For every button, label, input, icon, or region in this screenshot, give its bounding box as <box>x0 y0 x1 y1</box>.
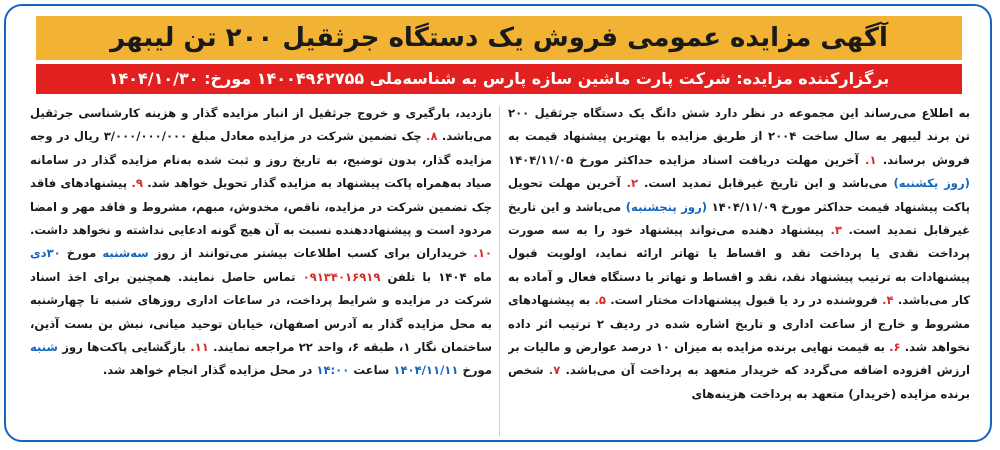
item-7-text: شخص برنده مزایده (خریدار) متعهد به پرداخت هزینه‌های <box>508 363 970 401</box>
item-2-text: آخرین مهلت تحویل پاکت پیشنهاد قیمت حداکثر مورخ ۱۴۰۴/۱۱/۰۹ <box>508 176 970 214</box>
item-9-text: پیشنهادهای فاقد چک تضمین شرکت در مزایده، ناقص، مخدوش، مبهم، مشروط و فاقد مهر و امضا مردود است و پیشنهاددهنده نسبت به آن هیچ گونه ادعایی نداشته و نخواهد داشت. <box>30 176 492 238</box>
item-number-5: ۵. <box>594 293 606 308</box>
item-number-8: ۸. <box>426 129 438 144</box>
opening-time: ۱۴:۰۰ <box>316 363 350 378</box>
info-date-day-month: ۳۰دی <box>30 246 61 261</box>
item-1-tail: می‌باشد و این تاریخ غیرقابل تمدید است. <box>643 176 888 191</box>
organizer-line: برگزارکننده مزایده: شرکت پارت ماشین سازه پارس به شناسه‌ملی ۱۴۰۰۴۹۶۲۷۵۵ مورخ: ۱۴۰۴/۱۰/۳۰ <box>108 69 890 88</box>
item-number-1: ۱. <box>865 152 877 167</box>
item-10-date-label: مورخ <box>66 246 97 261</box>
advertisement-frame <box>4 4 992 442</box>
right-column-paragraph <box>508 102 970 406</box>
item-number-4: ۴. <box>882 293 894 308</box>
item-3-text: پیشنهاد دهنده می‌تواند پیشنهاد خود را به سه صورت پرداخت نقدی یا پرداخت نقد و اقساط یا تهاتر ارائه نماید، اولویت قبول پیشنهادات به ترتیب پیشنهاد نقد، نقد و اقساط و تهاتر با دستگاه فعال و آماده به کار می‌باشد. <box>508 223 970 308</box>
item-number-11: ۱۱. <box>190 340 209 355</box>
item-10-address-text: تماس حاصل نمایند. همچنین برای اخذ اسناد شرکت در مزایده و شرایط پرداخت، در ساعات اداری روزهای شنبه تا چهارشنبه به محل مزایده گذار به آدرس اصفهان، خیابان توحید میانی، نبش بن بست آذین، ساختمان نگار ۱، طبقه ۶، واحد ۲۲ مراجعه نمایند. <box>30 269 492 355</box>
item-8-text: چک تضمین شرکت در مزایده معادل مبلغ ۳/۰۰۰/۰۰۰/۰۰۰ ریال در وجه مزایده گذار، بدون توضیح، به تاریخ روز و ثبت شده به‌نام مزایده گذار در سامانه صیاد به‌همراه پاکت پیشنهاد به مزایده گذار تحویل خواهد شد. <box>30 129 492 191</box>
ad-title: آگهی مزایده عمومی فروش یک دستگاه جرثقیل ۲۰۰ تن لیبهر <box>110 23 888 53</box>
item-2-tail: می‌باشد و این تاریخ غیرقابل تمدید است. <box>508 199 970 238</box>
item-number-10: ۱۰. <box>473 246 492 261</box>
intro-text: به اطلاع می‌رساند این مجموعه در نظر دارد شش دانگ یک دستگاه جرثقیل ۲۰۰ تن برند لیبهر به سال ساخت ۲۰۰۴ از طریق مزایده با بهترین پیشنهاد قیمت به فروش برساند. <box>508 106 970 167</box>
item-10-text: خریداران برای کسب اطلاعات بیشتر می‌توانند از روز <box>154 246 468 261</box>
item-10-year-phone-label: ماه ۱۴۰۴ با تلفن <box>387 269 492 284</box>
left-column-paragraph <box>30 102 492 383</box>
item-5-text: به پیشنهادهای مشروط و خارج از ساعت اداری و تاریخ اشاره شده در ردیف ۲ ترتیب اثر داده نخواهد شد. <box>508 293 970 355</box>
title-banner <box>36 16 962 60</box>
opening-day-saturday: شنبه <box>30 340 58 355</box>
item-11-time-label: ساعت <box>353 363 390 378</box>
item-7-continued: بازدید، بارگیری و خروج جرثقیل از انبار مزایده گذار و هزینه کارشناسی جرثقیل می‌باشد. <box>30 106 492 144</box>
contact-phone-number: ۰۹۱۳۴۰۱۶۹۱۹ <box>302 269 381 284</box>
opening-date: ۱۴۰۴/۱۱/۱۱ <box>393 363 459 378</box>
item-number-6: ۶. <box>889 340 901 355</box>
deadline-day-thursday: (روز پنجشنبه) <box>625 199 708 214</box>
item-11-tail: در محل مزایده گذار انجام خواهد شد. <box>102 363 313 378</box>
column-divider <box>499 106 500 436</box>
item-11-text: بازگشایی پاکت‌ها روز <box>62 340 186 355</box>
left-text-column <box>30 102 492 438</box>
item-number-9: ۹. <box>131 176 143 191</box>
item-4-text: فروشنده در رد یا قبول پیشنهادات مختار است. <box>610 293 878 308</box>
right-text-column <box>508 102 970 438</box>
item-6-text: به قیمت نهایی برنده مزایده به میزان ۱۰ درصد عوارض و مالیات بر ارزش افزوده اضافه می‌گردد که خریدار متعهد به پرداخت آن می‌باشد. <box>508 340 970 378</box>
info-day-tuesday: سه‌شنبه <box>102 246 149 261</box>
item-1-text: آخرین مهلت دریافت اسناد مزایده حداکثر مورخ ۱۴۰۴/۱۱/۰۵ <box>508 152 859 167</box>
item-number-3: ۳. <box>830 223 842 238</box>
deadline-day-sunday: (روز یکشنبه) <box>893 176 970 191</box>
organizer-banner <box>36 64 962 94</box>
item-number-2: ۲. <box>626 176 639 191</box>
item-number-7: ۷. <box>548 363 561 378</box>
item-11-date-label: مورخ <box>462 363 492 378</box>
